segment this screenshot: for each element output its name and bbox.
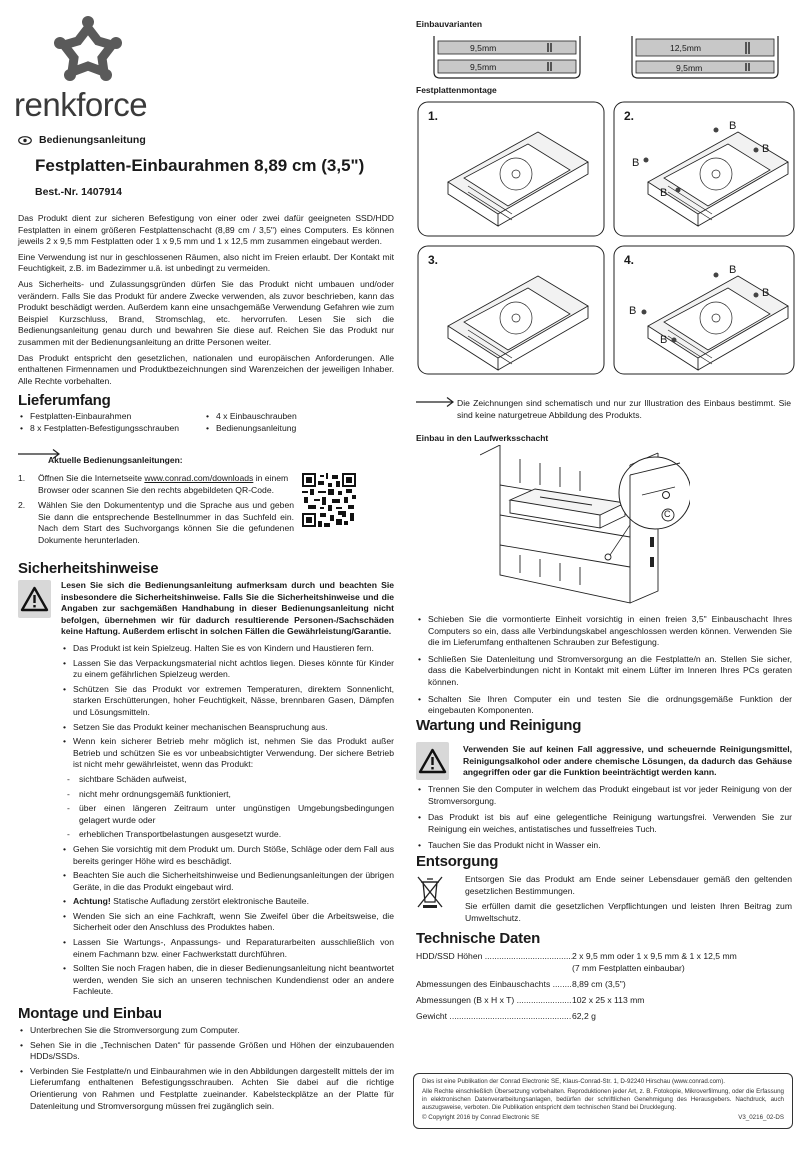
step-number: 1. bbox=[428, 109, 439, 123]
lieferumfang-heading: Lieferumfang bbox=[18, 392, 111, 409]
table-row: (7 mm Festplatten einbaubar) bbox=[572, 963, 685, 973]
list-item: • Schließen Sie Datenleitung und Stromversorgung an die Festplatte/n an. Stellen Sie sicher, dass die Kabelverbindungen nicht in Kontakt mit einem Lüfter im Inneren Ihres PCs geraten können. bbox=[416, 654, 792, 689]
step-number: 3. bbox=[428, 253, 439, 267]
techdata-heading: Technische Daten bbox=[416, 930, 541, 947]
step-item: 2. Wählen Sie den Dokumententyp und die Sprache aus und geben Sie dann die entsprechende Bestellnummer in das Suchfeld ein. Nach dem Start des Suchvorgangs können Sie die gefundenen Dokumente herunterladen. bbox=[18, 500, 294, 545]
list-item: • Wenden Sie sich an eine Fachkraft, wenn Sie Zweifel über die Arbeitsweise, die Sicherheit oder den Anschluss des Produktes haben. bbox=[61, 911, 394, 934]
brand-logo bbox=[14, 14, 164, 124]
screw-label: B bbox=[632, 157, 640, 169]
list-item: • Unterbrechen Sie die Stromversorgung zum Computer. bbox=[18, 1025, 394, 1037]
list-item: - sichtbare Schäden aufweist, bbox=[61, 774, 394, 786]
variant-diagram bbox=[416, 34, 796, 82]
manuals-heading: Aktuelle Bedienungsanleitungen: bbox=[48, 455, 183, 465]
variant-label: 9,5mm bbox=[470, 62, 497, 72]
techdata-table bbox=[416, 950, 792, 1022]
list-item: - über einen längeren Zeitraum unter ungünstigen Umgebungsbedingungen gelagert wurde oder bbox=[61, 803, 394, 826]
screw-label: B bbox=[762, 143, 770, 155]
footer-bottom: © Copyright 2016 by Conrad Electronic SE V3_0216_02-DS bbox=[422, 1114, 784, 1121]
screw-label: B bbox=[729, 264, 737, 276]
screw-label: B bbox=[660, 187, 668, 199]
list-item: • Lassen Sie Wartungs-, Anpassungs- und Reparaturarbeiten ausschließlich von einem Fachmann bzw. einer Fachwerkstatt durchführen. bbox=[61, 937, 394, 960]
list-item: • Das Produkt ist bis auf eine gelegentliche Reinigung wartungsfrei. Verwenden Sie zur Reinigung ein weiches, antistatisches und fusselfreies Tuch. bbox=[416, 812, 792, 835]
eye-icon bbox=[18, 136, 32, 145]
screw-label: B bbox=[629, 305, 637, 317]
variant-label: 12,5mm bbox=[670, 43, 702, 53]
safety-warning: Lesen Sie sich die Bedienungsanleitung aufmerksam durch und beachten Sie insbesondere die Sicherheitshinweise. Falls Sie die Sicherheitshinweise und die Angaben zur sachgemäßen Handhabung in dieser Bedienungsanleitung nicht befolgen, übernehmen wir für dadurch resultierende Personen-/Sachschäden keine Haftung. Außerdem erlischt in solchen Fällen die Gewährleistung/Garantie. bbox=[61, 580, 394, 637]
list-item: • Verbinden Sie Festplatte/n und Einbaurahmen wie in den Abbildungen dargestellt mittels der im Lieferumfang enthaltenen Befestigungsschrauben. Achten Sie dabei auf die richtige Orientierung von Rahmen und Festplatte zueinander. Kabelsteckplätze an der Platte für Datenleitung und Stromversorgung müssen frei zugänglich sein. bbox=[18, 1066, 394, 1112]
downloads-link[interactable]: www.conrad.com/downloads bbox=[144, 473, 254, 483]
step-number: 4. bbox=[624, 253, 635, 267]
page-title: Festplatten-Einbaurahmen 8,89 cm (3,5") bbox=[35, 156, 365, 175]
renkforce-star-icon bbox=[52, 14, 124, 82]
entsorgung-text bbox=[465, 874, 792, 924]
variant-label: 9,5mm bbox=[676, 63, 703, 73]
variant-label: 9,5mm bbox=[470, 43, 497, 53]
list-item: • Schützen Sie das Produkt vor extremen Temperaturen, direktem Sonnenlicht, starken Erschütterungen, hoher Feuchtigkeit, Nässe, brennbaren Gasen, Dämpfen und Lösungsmitteln. bbox=[61, 684, 394, 719]
install-list bbox=[416, 614, 792, 720]
warning-icon bbox=[416, 742, 449, 780]
list-item: • Das Produkt ist kein Spielzeug. Halten Sie es von Kindern und Haustieren fern. bbox=[61, 643, 394, 655]
festplattenmontage-label: Festplattenmontage bbox=[416, 85, 497, 95]
list-item: • Lassen Sie das Verpackungsmaterial nicht achtlos liegen. Dieses könnte für Kinder zu einem gefährlichen Spielzeug werden. bbox=[61, 658, 394, 681]
list-item: • Sollten Sie noch Fragen haben, die in dieser Bedienungsanleitung nicht beantwortet werden, wenden Sie sich an unseren technischen Kundendienst oder an andere Fachleute. bbox=[61, 963, 394, 998]
einbauvarianten-label: Einbauvarianten bbox=[416, 19, 483, 29]
arrow-icon bbox=[416, 396, 456, 408]
list-item: • Festplatten-Einbaurahmen bbox=[18, 411, 200, 423]
list-item: • 8 x Festplatten-Befestigungsschrauben bbox=[18, 423, 220, 435]
manual-label: Bedienungsanleitung bbox=[18, 134, 146, 146]
entsorgung-paragraph: Sie erfüllen damit die gesetzlichen Verpflichtungen und leisten Ihren Beitrag zum Umweltschutz. bbox=[465, 901, 792, 923]
wartung-warning: Verwenden Sie auf keinen Fall aggressive, und scheuernde Reinigungsmittel, Reinigungsalkohol oder andere chemische Lösungen, da dadurch das Gehäuse angegriffen oder gar die Funktion beeinträchtigt werden kann. bbox=[463, 744, 792, 778]
warning-icon-box bbox=[416, 742, 449, 780]
list-item: • Tauchen Sie das Produkt nicht in Wasser ein. bbox=[416, 840, 792, 852]
table-row: Abmessungen des Einbauschachts ..... 8,89 cm (3,5") bbox=[416, 978, 792, 990]
qr-code[interactable] bbox=[302, 473, 356, 527]
list-item: - nicht mehr ordnungsgemäß funktioniert, bbox=[61, 789, 394, 801]
step-item: 1. Öffnen Sie die Internetseite www.conrad.com/downloads in einem Browser oder scannen Sie den rechts abgebildeten QR-Code. bbox=[18, 473, 289, 495]
intro-paragraph: Aus Sicherheits- und Zulassungsgründen dürfen Sie das Produkt nicht umbauen und/oder verändern. Falls Sie das Produkt für andere Zwecke verwenden, als zuvor beschrieben, kann das Produkt beschädigt werden. Außerdem kann eine unsachgemäße Verwendung Gefahren wie zum Beispiel Kurzschluss, Brand, Stromschlag, etc. hervorrufen. Lesen Sie sich die Bedienungsanleitung genau durch und bewahren Sie diese auf. Reichen Sie das Produkt nur zusammen mit der Bedienungsanleitung an dritte Personen weiter. bbox=[18, 278, 394, 347]
step-number: 2. bbox=[624, 109, 635, 123]
mounting-steps-figure bbox=[416, 100, 796, 376]
safety-list bbox=[61, 643, 394, 1001]
figure-note: Die Zeichnungen sind schematisch und nur zur Illustration des Einbaus bestimmt. Sie sind keine naturgetreue Abbildung des Produkts. bbox=[457, 398, 791, 420]
manuals-steps bbox=[18, 473, 294, 547]
list-item: • Trennen Sie den Computer in welchem das Produkt eingebaut ist vor jeder Reinigung von der Stromversorgung. bbox=[416, 784, 792, 807]
list-item: • Achtung! Statische Aufladung zerstört elektronische Bauteile. bbox=[61, 896, 394, 908]
warning-icon bbox=[18, 580, 51, 618]
screw-label: B bbox=[762, 287, 770, 299]
table-row: HDD/SSD Höhen ..... 2 x 9,5 mm oder 1 x 9,5 mm & 1 x 12,5 mm bbox=[416, 950, 792, 962]
brand-wordmark: renkforce bbox=[14, 86, 148, 123]
list-item: • 4 x Einbauschrauben bbox=[204, 411, 386, 423]
wartung-list bbox=[416, 784, 792, 855]
list-item: - erheblichen Transportbelastungen ausgesetzt wurde. bbox=[61, 829, 394, 841]
list-item: • Setzen Sie das Produkt keiner mechanischen Beanspruchung aus. bbox=[61, 722, 394, 734]
list-item: • Beachten Sie auch die Sicherheitshinweise und Bedienungsanleitungen der übrigen Geräte, in die das Produkt eingebaut wird. bbox=[61, 870, 394, 893]
montage-list bbox=[18, 1025, 394, 1115]
list-item: • Schalten Sie Ihren Computer ein und testen Sie die ordnungsgemäße Funktion der eingebauten Komponenten. bbox=[416, 694, 792, 717]
list-item: • Wenn kein sicherer Betrieb mehr möglich ist, nehmen Sie das Produkt außer Betrieb und schützen Sie es vor unbeabsichtigter Verwendung. Der sichere Betrieb ist nicht mehr gewährleistet, wenn das Produkt: bbox=[61, 736, 394, 771]
screw-label: B bbox=[660, 334, 668, 346]
callout-label: C bbox=[664, 509, 671, 519]
montage-heading: Montage und Einbau bbox=[18, 1005, 162, 1022]
table-row: Gewicht ..... 62,2 g bbox=[416, 1010, 792, 1022]
footer-line: Dies ist eine Publikation der Conrad Electronic SE, Klaus-Conrad-Str. 1, D-92240 Hirschau (www.conrad.com). bbox=[422, 1078, 725, 1085]
einbau-schacht-label: Einbau in den Laufwerksschacht bbox=[416, 433, 549, 443]
list-item: • Schieben Sie die vormontierte Einheit vorsichtig in einen freien 3,5" Einbauschacht Ihres Computers so ein, dass alle Verbindungskabel angeschlossen werden können. Verwenden Sie die im Lieferumfang enthaltenen Schrauben zur Befestigung. bbox=[416, 614, 792, 649]
intro-paragraph: Eine Verwendung ist nur in geschlossenen Räumen, also nicht im Freien erlaubt. Der Kontakt mit Feuchtigkeit, z.B. im Badezimmer u.ä. ist unbedingt zu vermeiden. bbox=[18, 251, 394, 274]
crossed-bin-icon bbox=[416, 875, 444, 909]
warning-icon-box bbox=[18, 580, 51, 618]
order-number: Best.-Nr. 1407914 bbox=[35, 186, 122, 198]
list-item: • Sehen Sie in die „Technischen Daten“ für passende Größen und Höhen der einzubauenden HDDs/SSDs. bbox=[18, 1040, 394, 1063]
safety-heading: Sicherheitshinweise bbox=[18, 560, 159, 577]
intro-paragraph: Das Produkt entspricht den gesetzlichen, nationalen und europäischen Anforderungen. Alle enthaltenen Firmennamen und Produktbezeichnungen sind Warenzeichen der jeweiligen Inhaber. Alle Rechte vorbehalten. bbox=[18, 352, 394, 386]
screw-label: B bbox=[729, 120, 737, 132]
wartung-heading: Wartung und Reinigung bbox=[416, 717, 582, 734]
list-item: • Bedienungsanleitung bbox=[204, 423, 386, 435]
bay-installation-figure bbox=[480, 445, 690, 607]
intro bbox=[18, 213, 394, 387]
intro-paragraph: Das Produkt dient zur sicheren Befestigung von einer oder zwei dafür geeigneten SSD/HDD Festplatten in einem größeren Festplattenschacht (8,89 cm / 3,5") eines Computers. Es können jeweils 2 x 9,5 mm Festplatten oder 1 x 9,5 mm und 1 x 12,5 mm zusammen eingebaut werden. bbox=[18, 213, 394, 247]
table-row: Abmessungen (B x H x T) ..... 102 x 25 x 113 mm bbox=[416, 994, 792, 1006]
entsorgung-paragraph: Entsorgen Sie das Produkt am Ende seiner Lebensdauer gemäß den geltenden gesetzlichen Bestimmungen. bbox=[465, 874, 792, 896]
publication-footer bbox=[413, 1073, 793, 1129]
footer-line: Alle Rechte einschließlich Übersetzung vorbehalten. Reproduktionen jeder Art, z. B. Fotokopie, Mikroverfilmung, oder die Erfassung in elektronischen Datenverarbeitungsanlagen, bedürfen der schriftlichen Genehmigung des Herausgebers. Nachdruck, auch auszugsweise, verboten. Die Publikation entspricht dem technischen Stand bei Drucklegung. bbox=[422, 1088, 784, 1111]
entsorgung-heading: Entsorgung bbox=[416, 853, 499, 870]
list-item: • Gehen Sie vorsichtig mit dem Produkt um. Durch Stöße, Schläge oder dem Fall aus bereits geringer Höhe wird es beschädigt. bbox=[61, 844, 394, 867]
